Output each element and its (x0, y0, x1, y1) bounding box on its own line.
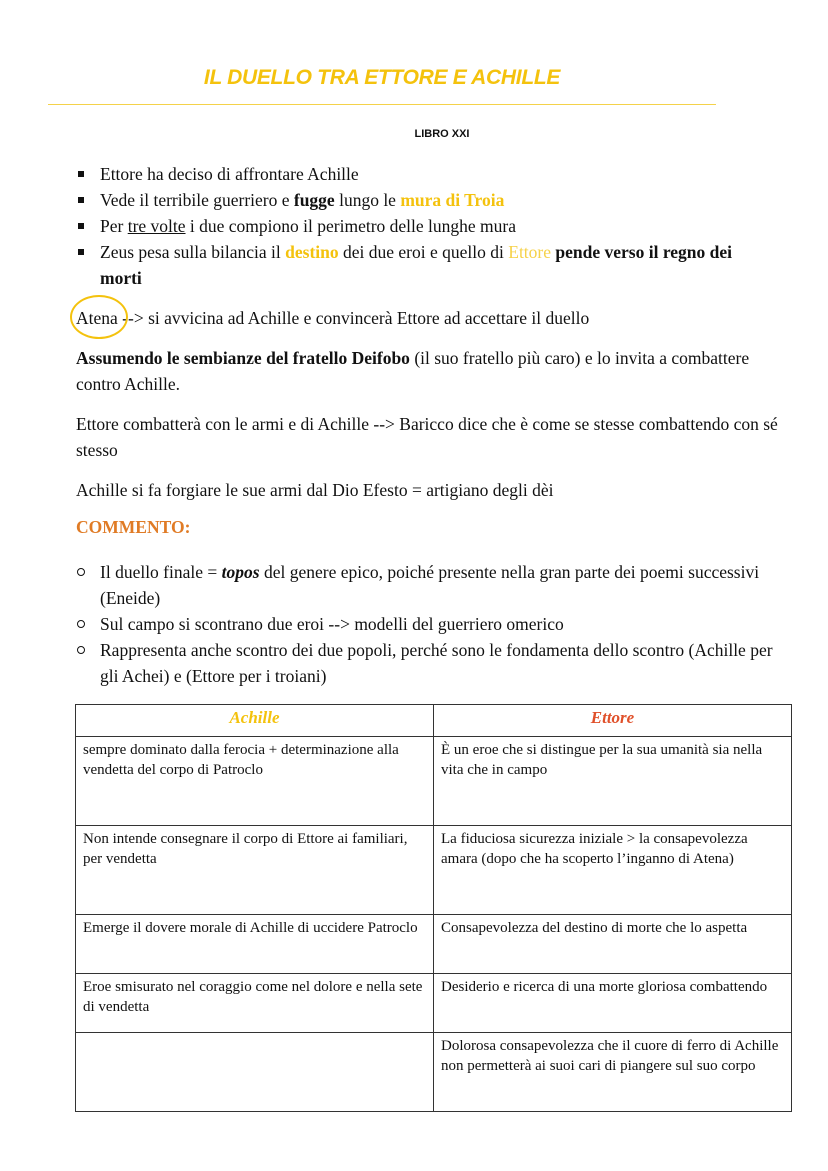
commento-item: Sul campo si scontrano due eroi --> modelli del guerriero omerico (76, 611, 786, 637)
circle-bullet-icon (77, 568, 85, 576)
table-row (76, 915, 792, 974)
cell-ettore: Consapevolezza del destino di morte che lo aspetta (434, 915, 792, 974)
cell-ettore: Desiderio e ricerca di una morte gloriosa combattendo (434, 974, 792, 1033)
page-title: IL DUELLO TRA ETTORE E ACHILLE (203, 66, 561, 89)
circled-word: Atena (76, 305, 118, 331)
underlined-text: tre volte (127, 216, 186, 236)
cell-ettore: È un eroe che si distingue per la sua umanità sia nella vita che in campo (434, 737, 792, 826)
cell-achille: sempre dominato dalla ferocia + determinazione alla vendetta del corpo di Patroclo (76, 737, 434, 826)
light-highlight-text: Ettore (508, 242, 552, 262)
header-achille: Achille (76, 705, 434, 737)
square-bullet-icon (78, 171, 84, 177)
square-bullet-icon (78, 249, 84, 255)
table-header-row (76, 705, 792, 737)
circle-bullet-icon (77, 646, 85, 654)
cell-achille: Non intende consegnare il corpo di Ettore ai familiari, per vendetta (76, 826, 434, 915)
circle-annotation-icon (70, 295, 128, 339)
atena-paragraph: Atena --> si avvicina ad Achille e convincerà Ettore ad accettare il duello (76, 305, 786, 331)
bullet-item: Vede il terribile guerriero e fugge lungo le mura di Troia (76, 187, 776, 213)
cell-achille: Emerge il dovere morale di Achille di uccidere Patroclo (76, 915, 434, 974)
table-row (76, 826, 792, 915)
cell-ettore: Dolorosa consapevolezza che il cuore di ferro di Achille non permetterà ai suoi cari di piangere sul suo corpo (434, 1033, 792, 1112)
commento-list (76, 559, 786, 689)
bullet-item: Zeus pesa sulla bilancia il destino dei due eroi e quello di Ettore pende verso il regno dei morti (76, 239, 776, 291)
square-bullet-icon (78, 197, 84, 203)
assumendo-paragraph: Assumendo le sembianze del fratello Deifobo (il suo fratello più caro) e lo invita a combattere contro Achille. (76, 348, 750, 394)
circle-bullet-icon (77, 620, 85, 628)
table-row (76, 737, 792, 826)
summary-bullet-list (76, 161, 776, 291)
title-underline-divider (48, 104, 716, 105)
header-ettore: Ettore (434, 705, 792, 737)
ettore-armi-paragraph: Ettore combatterà con le armi e di Achille --> Baricco dice che è come se stesse combattendo con sé stesso (76, 414, 778, 460)
bold-italic-text: topos (221, 562, 260, 582)
bold-text: fugge (293, 190, 335, 210)
page-subtitle: LIBRO XXI (414, 128, 470, 140)
square-bullet-icon (78, 223, 84, 229)
table-row (76, 1033, 792, 1112)
achille-armi-paragraph: Achille si fa forgiare le sue armi dal Dio Efesto = artigiano degli dèi (76, 480, 554, 500)
cell-achille: Eroe smisurato nel coraggio come nel dolore e nella sete di vendetta (76, 974, 434, 1033)
commento-item: Rappresenta anche scontro dei due popoli, perché sono le fondamenta dello scontro (Achille per gli Achei) e (Ettore per i troiani) (76, 637, 786, 689)
cell-ettore: La fiduciosa sicurezza iniziale > la consapevolezza amara (dopo che ha scoperto l’inganno di Atena) (434, 826, 792, 915)
comparison-table (75, 704, 792, 1112)
highlight-text: mura di Troia (400, 190, 505, 210)
cell-achille (76, 1033, 434, 1112)
table-row (76, 974, 792, 1033)
bullet-item: Ettore ha deciso di affrontare Achille (76, 161, 776, 187)
highlight-text: destino (285, 242, 339, 262)
commento-item: Il duello finale = topos del genere epico, poiché presente nella gran parte dei poemi successivi (Eneide) (76, 559, 786, 611)
bold-text: Assumendo le sembianze del fratello Deifobo (76, 348, 410, 368)
bullet-item: Per tre volte i due compiono il perimetro delle lunghe mura (76, 213, 776, 239)
bold-text: pende verso il regno dei morti (100, 242, 733, 288)
commento-heading: COMMENTO: (76, 517, 191, 537)
